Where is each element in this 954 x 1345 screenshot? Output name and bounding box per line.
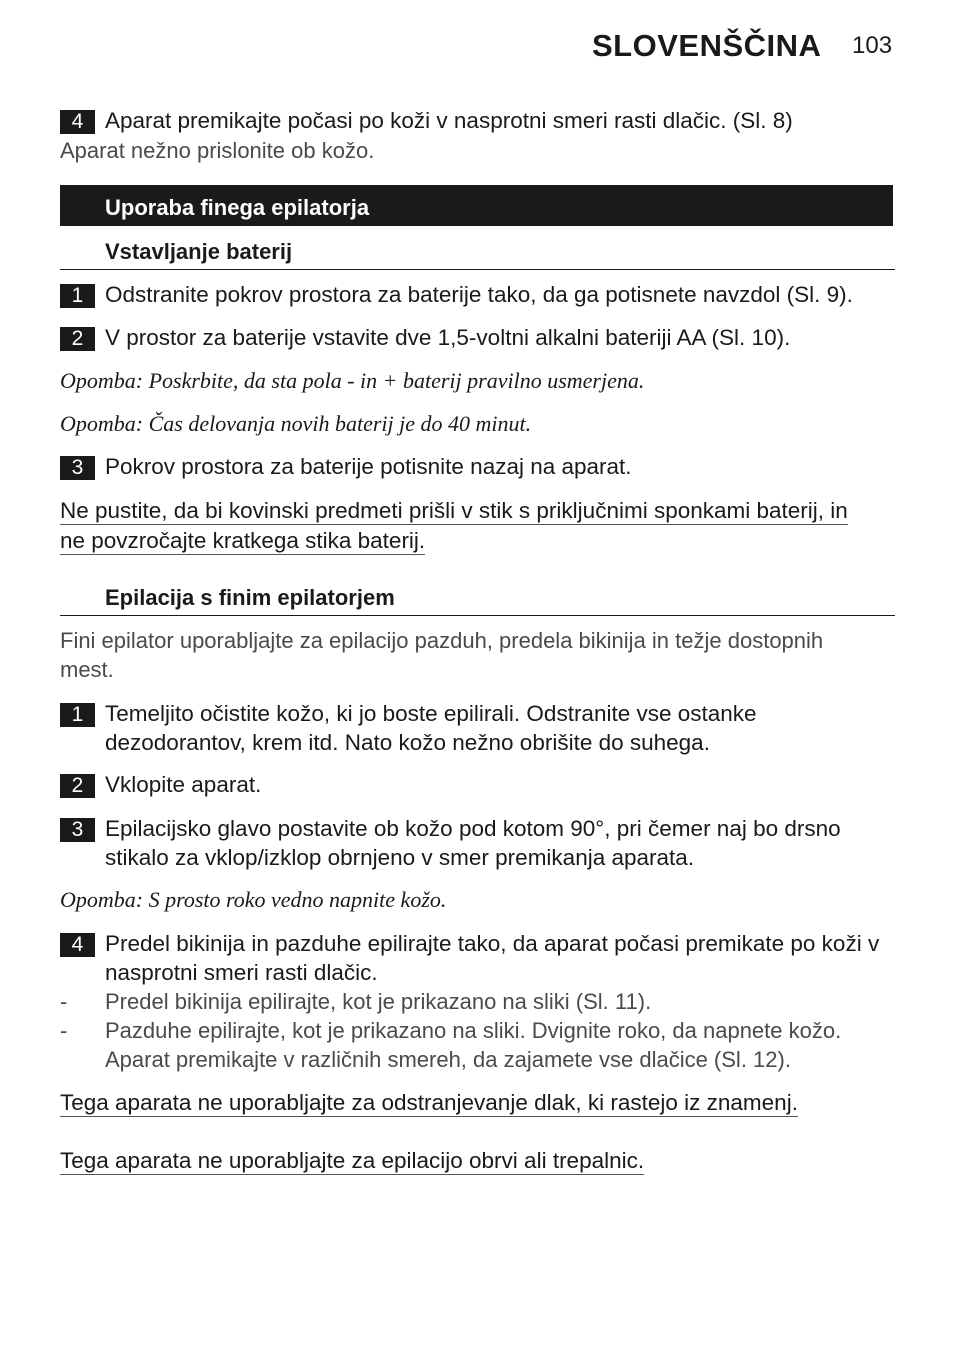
warning-line: ne povzročajte kratkega stika baterij. [60, 528, 426, 553]
subsection-heading: Epilacija s finim epilatorjem [60, 583, 895, 616]
warning-line: Tega aparata ne uporabljajte za odstranjevanje dlak, ki rastejo iz znamenj. [60, 1090, 798, 1115]
step-item [60, 323, 896, 352]
step-number-badge: 3 [60, 818, 95, 842]
step-item [60, 770, 896, 799]
step-text: Vklopite aparat. [105, 772, 262, 797]
warning-text [60, 496, 896, 556]
bullet-text: Predel bikinija epilirajte, kot je prikazano na sliki (Sl. 11). [105, 989, 652, 1014]
step-text: Pokrov prostora za baterije potisnite nazaj na aparat. [105, 454, 632, 479]
warning-line: Tega aparata ne uporabljajte za epilacijo obrvi ali trepalnic. [60, 1148, 645, 1173]
bullet-item [60, 987, 896, 1016]
page-language-title: SLOVENŠČINA [592, 28, 822, 63]
step-text: V prostor za baterije vstavite dve 1,5-voltni alkalni bateriji AA (Sl. 10). [105, 325, 791, 350]
step-number-badge: 3 [60, 456, 95, 480]
step-item [60, 699, 896, 757]
step-number-badge: 1 [60, 703, 95, 727]
step-number-badge: 1 [60, 284, 95, 308]
step-text: Aparat premikajte počasi po koži v nasprotni smeri rasti dlačic. (Sl. 8) [105, 108, 793, 133]
note-text: Opomba: Čas delovanja novih baterij je do 40 minut. [60, 411, 532, 436]
bullet-item [60, 1016, 896, 1074]
step-text: Epilacijsko glavo postavite ob kožo pod kotom 90°, pri čemer naj bo drsno stikalo za vklop/izklop obrnjeno v smer premikanja aparata. [105, 816, 841, 870]
step-item [60, 452, 896, 481]
step-item [60, 814, 896, 872]
page-number: 103 [852, 32, 893, 59]
step-item [60, 106, 896, 135]
step-item [60, 280, 896, 309]
warning-line: Ne pustite, da bi kovinski predmeti prišli v stik s priključnimi sponkami baterij, in [60, 498, 848, 523]
subsection-heading: Vstavljanje baterij [60, 237, 895, 270]
bullet-text: Pazduhe epilirajte, kot je prikazano na sliki. Dvignite roko, da napnete kožo. Aparat premikajte v različnih smereh, da zajamete vse dlačice (Sl. 12). [105, 1018, 842, 1072]
warning-text [60, 1088, 896, 1118]
step-text: Predel bikinija in pazduhe epilirajte tako, da aparat počasi premikate po koži v nasprotni smeri rasti dlačic. [105, 931, 880, 985]
step-subtext: Aparat nežno prislonite ob kožo. [60, 138, 375, 163]
intro-text: Fini epilator uporabljajte za epilacijo pazduh, predela bikinija in težje dostopnih mest. [60, 628, 824, 682]
step-number-badge: 4 [60, 933, 95, 957]
dash-marker: - [60, 1018, 68, 1043]
step-number-badge: 2 [60, 327, 95, 351]
step-number-badge: 2 [60, 774, 95, 798]
warning-text [60, 1146, 896, 1176]
note-text: Opomba: Poskrbite, da sta pola - in + baterij pravilno usmerjena. [60, 368, 645, 393]
dash-marker: - [60, 989, 68, 1014]
note-text: Opomba: S prosto roko vedno napnite kožo. [60, 887, 447, 912]
step-text: Odstranite pokrov prostora za baterije tako, da ga potisnete navzdol (Sl. 9). [105, 282, 853, 307]
step-item [60, 929, 896, 987]
step-number-badge: 4 [60, 110, 95, 134]
section-title: Uporaba finega epilatorja [60, 185, 893, 226]
step-text: Temeljito očistite kožo, ki jo boste epilirali. Odstranite vse ostanke dezodorantov, krem itd. Nato kožo nežno obrišite do suhega. [105, 701, 757, 755]
